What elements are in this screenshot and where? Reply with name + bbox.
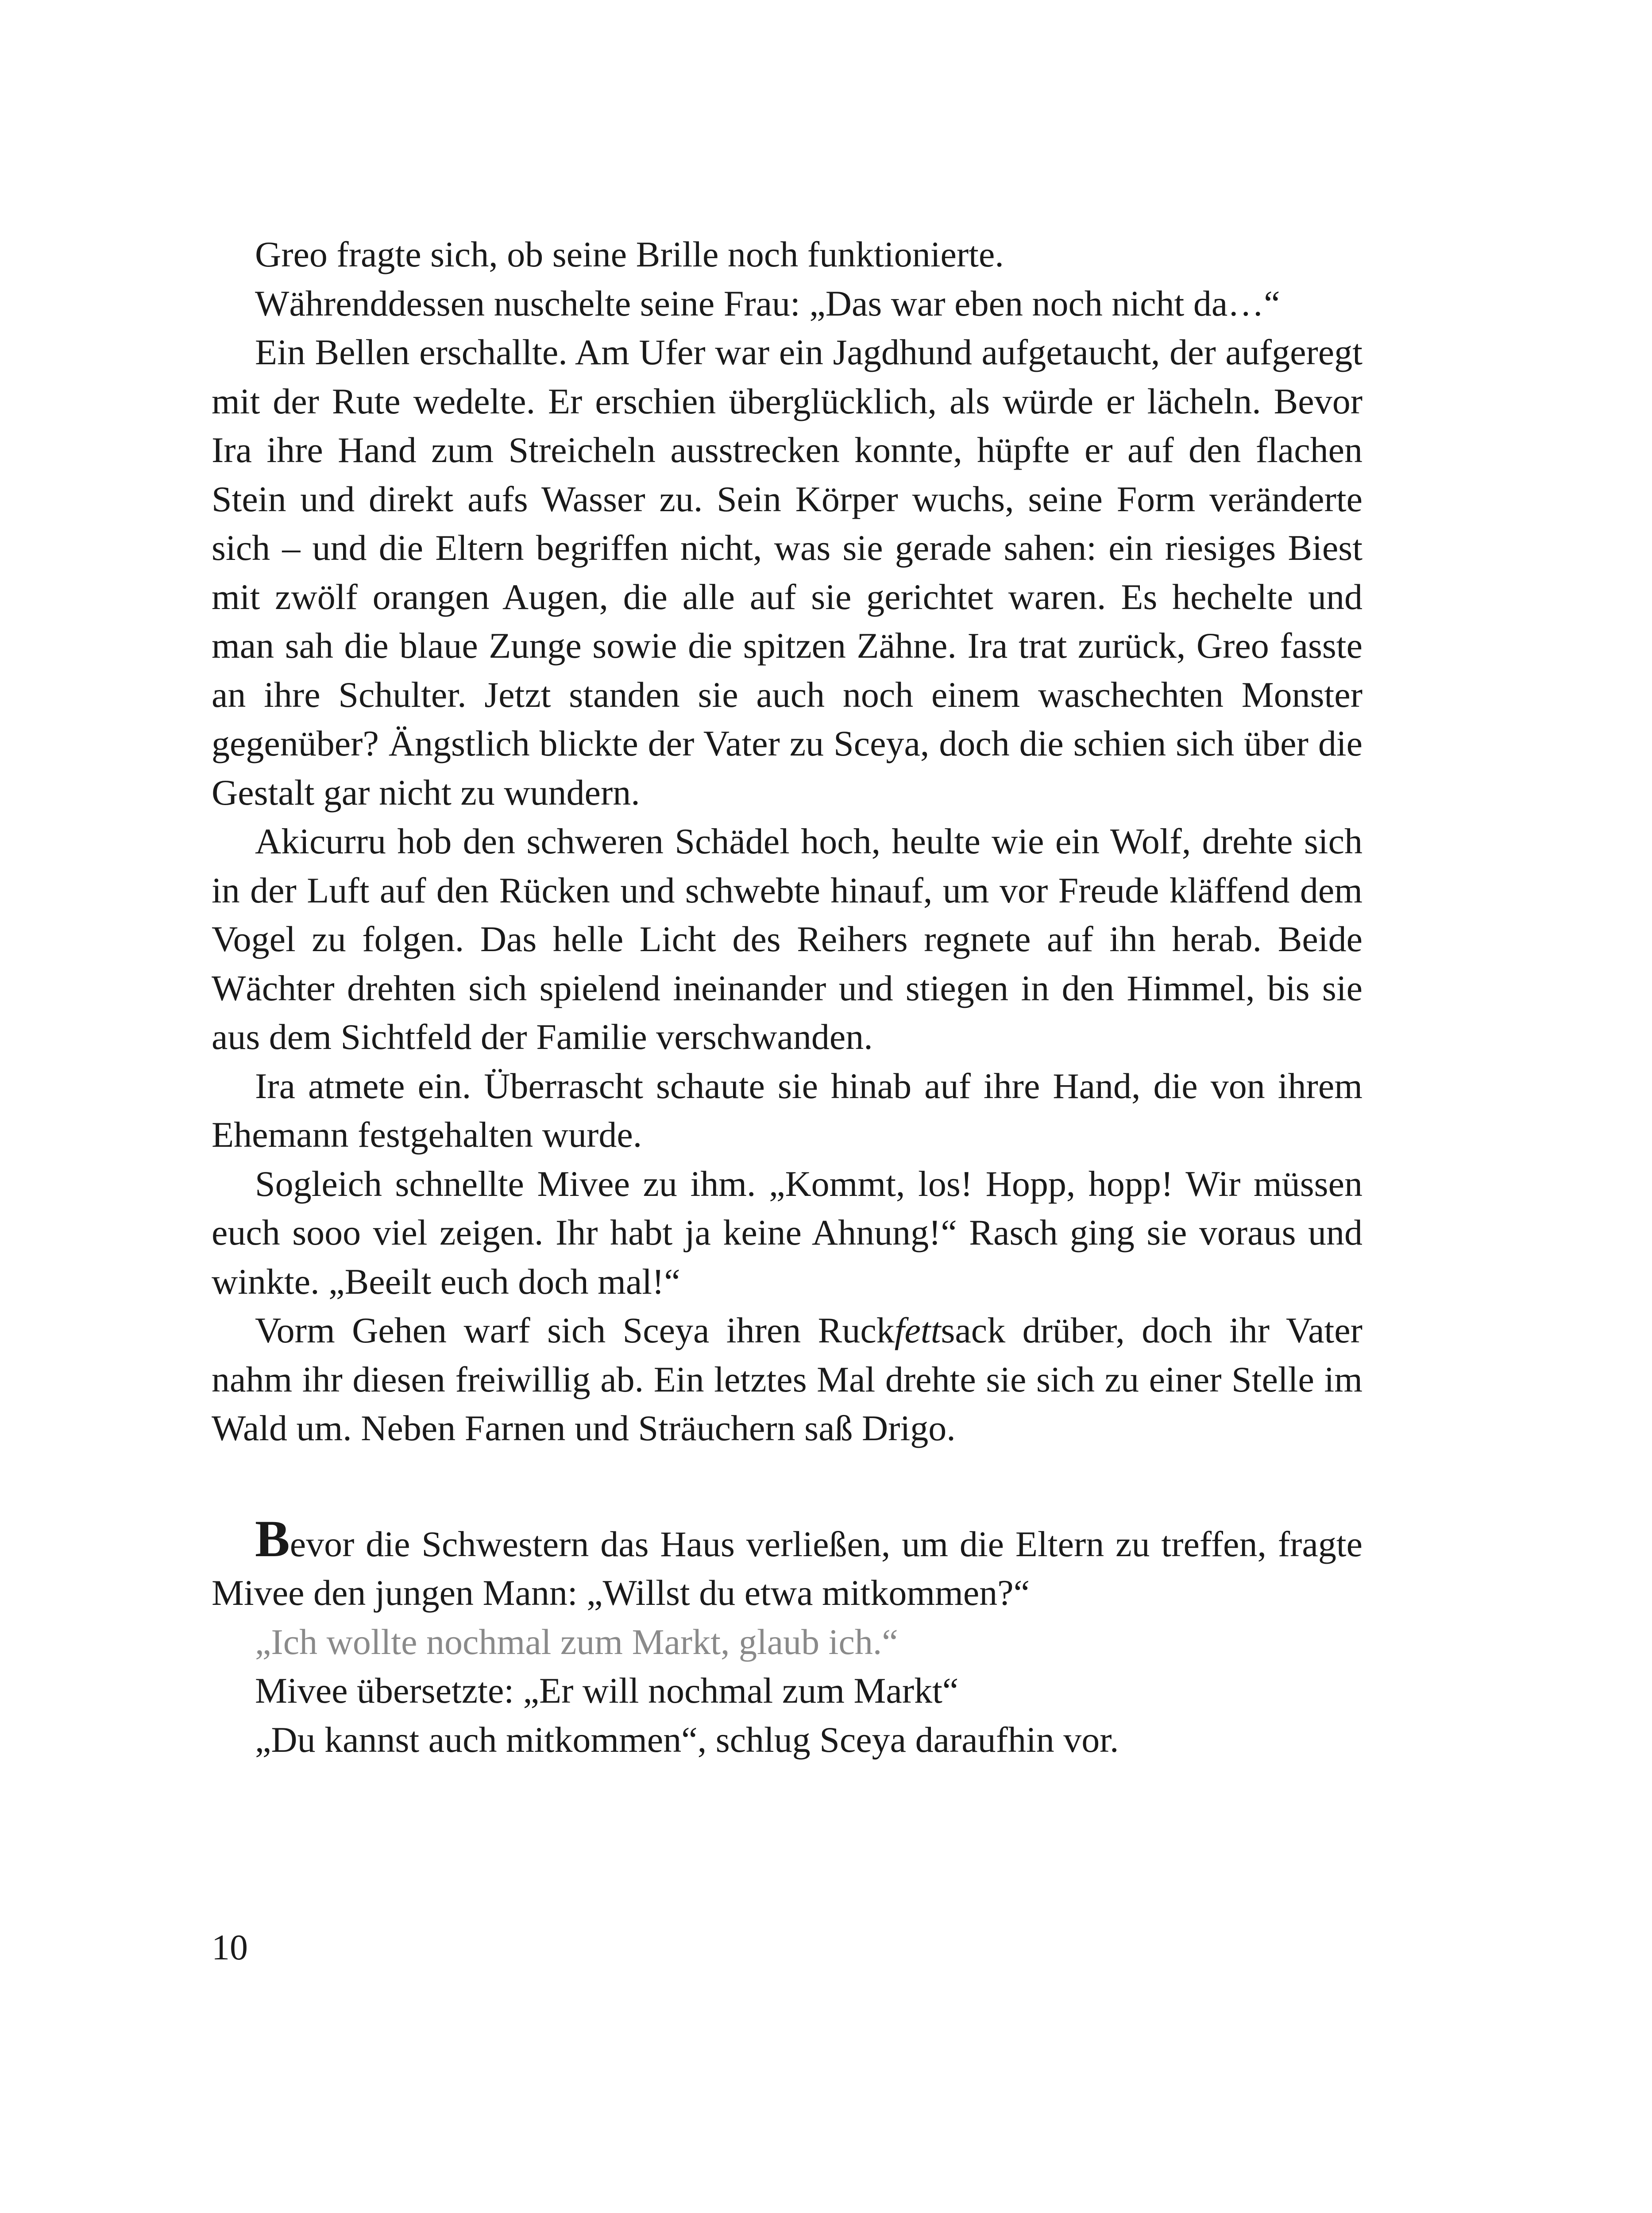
- paragraph-text: Vorm Gehen warf sich Sceya ihren Ruck: [255, 1310, 895, 1350]
- paragraph: Ira atmete ein. Überrascht schaute sie hinab auf ihre Hand, die von ihrem Ehemann festgehalten wurde.: [212, 1065, 1363, 1155]
- paragraph-text: evor die Schwestern das Haus verließen, um die Eltern zu treffen, fragte Mivee den jungen Mann: „Willst du etwa mitkommen?“: [212, 1523, 1363, 1613]
- grey-dialogue-line: „Ich wollte nochmal zum Markt, glaub ich.“: [255, 1621, 898, 1662]
- section-break: [212, 1453, 1363, 1513]
- paragraph: Ein Bellen erschallte. Am Ufer war ein Jagdhund aufgetaucht, der aufgeregt mit der Rute wedelte. Er erschien überglücklich, als würde er lächeln. Bevor Ira ihre Hand zum Streicheln ausstrecken konnte, hüpfte er auf den flachen Stein und direkt aufs Wasser zu. Sein Körper wuchs, seine Form veränderte sich – und die Eltern begriffen nicht, was sie gerade sahen: ein riesiges Biest mit zwölf orangen Augen, die alle auf sie gerichtet waren. Es hechelte und man sah die blaue Zunge sowie die spitzen Zähne. Ira trat zurück, Greo fasste an ihre Schulter. Jetzt standen sie auch noch einem waschechten Monster gegenüber? Ängstlich blickte der Vater zu Sceya, doch die schien sich über die Gestalt gar nicht zu wundern.: [212, 332, 1363, 813]
- paragraph: Greo fragte sich, ob seine Brille noch funktionierte.: [255, 234, 1004, 274]
- paragraph: Währenddessen nuschelte seine Frau: „Das war eben noch nicht da…“: [255, 283, 1280, 324]
- paragraph: Akicurru hob den schweren Schädel hoch, heulte wie ein Wolf, drehte sich in der Luft auf den Rücken und schwebte hinauf, um vor Freude kläffend dem Vogel zu folgen. Das helle Licht des Reihers regnete auf ihn herab. Beide Wächter drehten sich spielend ineinander und stiegen in den Himmel, bis sie aus dem Sichtfeld der Familie verschwanden.: [212, 821, 1363, 1057]
- page-number: 10: [212, 1927, 248, 1967]
- paragraph: Mivee übersetzte: „Er will nochmal zum Markt“: [255, 1670, 959, 1711]
- section-opening-paragraph: [212, 1509, 1363, 1618]
- paragraph-text: sack drüber, doch ihr Vater nahm ihr diesen freiwillig ab. Ein letztes Mal drehte sie sich zu einer Stelle im Wald um. Neben Farnen und Sträuchern saß Drigo.: [212, 1310, 1363, 1448]
- italic-word: fett: [894, 1310, 941, 1350]
- paragraph: Sogleich schnellte Mivee zu ihm. „Kommt, los! Hopp, hopp! Wir müssen euch sooo viel zeigen. Ihr habt ja keine Ahnung!“ Rasch ging sie voraus und winkte. „Beeilt euch doch mal!“: [212, 1163, 1363, 1302]
- paragraph-ruckfettsack: [212, 1306, 1363, 1453]
- paragraph: „Du kannst auch mitkommen“, schlug Sceya daraufhin vor.: [255, 1719, 1119, 1760]
- initial-letter: B: [255, 1509, 290, 1568]
- body-text: [212, 230, 1363, 1764]
